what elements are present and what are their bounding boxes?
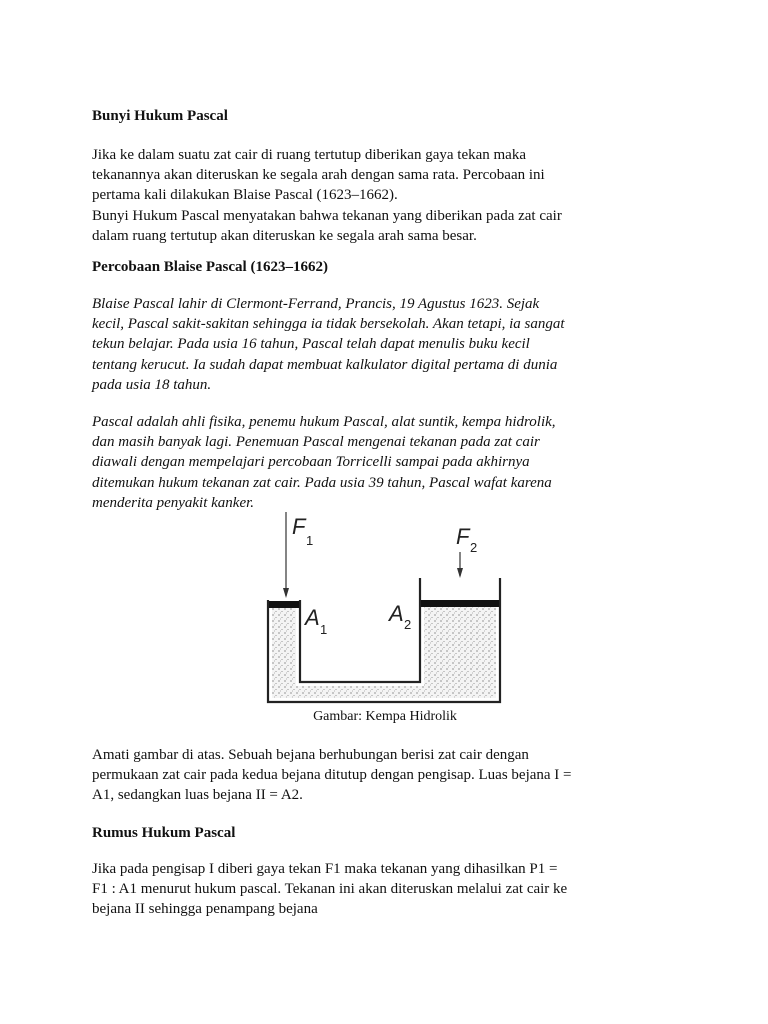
text-line: Blaise Pascal lahir di Clermont-Ferrand, Prancis, 19 Agustus 1623. Sejak [92, 296, 540, 312]
text-line: permukaan zat cair pada kedua bejana ditutup dengan pengisap. Luas bejana I = [92, 767, 572, 784]
paragraph-observation [92, 745, 692, 806]
paragraph-inventions [92, 412, 692, 513]
text-line: Pascal adalah ahli fisika, penemu hukum Pascal, alat suntik, kempa hidrolik, [92, 414, 556, 430]
text-line: pertama kali dilakukan Blaise Pascal (1623–1662). [92, 187, 398, 204]
arrow-head-1 [283, 588, 289, 598]
text-line: pada usia 18 tahun. [92, 376, 212, 393]
piston-2 [421, 600, 499, 607]
figure-caption [0, 708, 768, 726]
text-line: tentang kerucut. Ia sudah dapat membuat kalkulator digital pertama di dunia [92, 356, 558, 373]
heading-bunyi-hukum-pascal: Bunyi Hukum Pascal [92, 108, 228, 124]
text-line: Bunyi Hukum Pascal menyatakan bahwa tekanan yang diberikan pada zat cair [92, 207, 562, 224]
text-line: tekun belajar. Pada usia 16 tahun, Pascal telah dapat menulis buku kecil [92, 336, 530, 353]
text-line: diawali dengan mempelajari percobaan Torricelli sampai pada akhirnya [92, 454, 530, 471]
label-f1-sub: 1 [306, 533, 314, 548]
text-line: dan masih banyak lagi. Penemuan Pascal mengenai tekanan pada zat cair [92, 434, 540, 451]
text-line: tekanannya akan diteruskan ke segala arah dengan sama rata. Percobaan ini [92, 167, 545, 184]
label-a2-sub: 2 [404, 617, 412, 632]
label-f2-sub: 2 [470, 540, 478, 555]
text-line: dalam ruang tertutup akan diteruskan ke segala arah sama besar. [92, 227, 477, 244]
text-line: Jika pada pengisap I diberi gaya tekan F1 maka tekanan yang dihasilkan P1 = [92, 861, 558, 877]
text-line: menderita penyakit kanker. [92, 494, 255, 511]
text-line: A1, sedangkan luas bejana II = A2. [92, 787, 303, 804]
label-a2: A [389, 601, 404, 626]
piston-1 [269, 601, 299, 608]
label-f2: F [456, 524, 470, 549]
label-f1: F [292, 514, 306, 539]
text-line: Jika ke dalam suatu zat cair di ruang tertutup diberikan gaya tekan maka [92, 147, 526, 163]
paragraph-intro [92, 145, 692, 246]
label-a1: A [305, 605, 320, 630]
paragraph-biography [92, 294, 692, 395]
text-line: Amati gambar di atas. Sebuah bejana berhubungan berisi zat cair dengan [92, 747, 529, 763]
arrow-head-2 [457, 568, 463, 578]
heading-rumus-hukum-pascal: Rumus Hukum Pascal [92, 825, 236, 841]
text-line: bejana II sehingga penampang bejana [92, 901, 318, 918]
label-a1-sub: 1 [320, 622, 328, 637]
text-line: kecil, Pascal sakit-sakitan sehingga ia tidak bersekolah. Akan tetapi, ia sangat [92, 316, 565, 333]
text-line: F1 : A1 menurut hukum pascal. Tekanan ini akan diteruskan melalui zat cair ke [92, 881, 568, 898]
caption-text: Gambar: Kempa Hidrolik [313, 709, 457, 724]
paragraph-formula [92, 859, 692, 920]
heading-percobaan-blaise-pascal: Percobaan Blaise Pascal (1623–1662) [92, 259, 328, 275]
text-line: ditemukan hukum tekanan zat cair. Pada usia 39 tahun, Pascal wafat karena [92, 474, 552, 491]
hydraulic-press-figure [260, 512, 510, 712]
